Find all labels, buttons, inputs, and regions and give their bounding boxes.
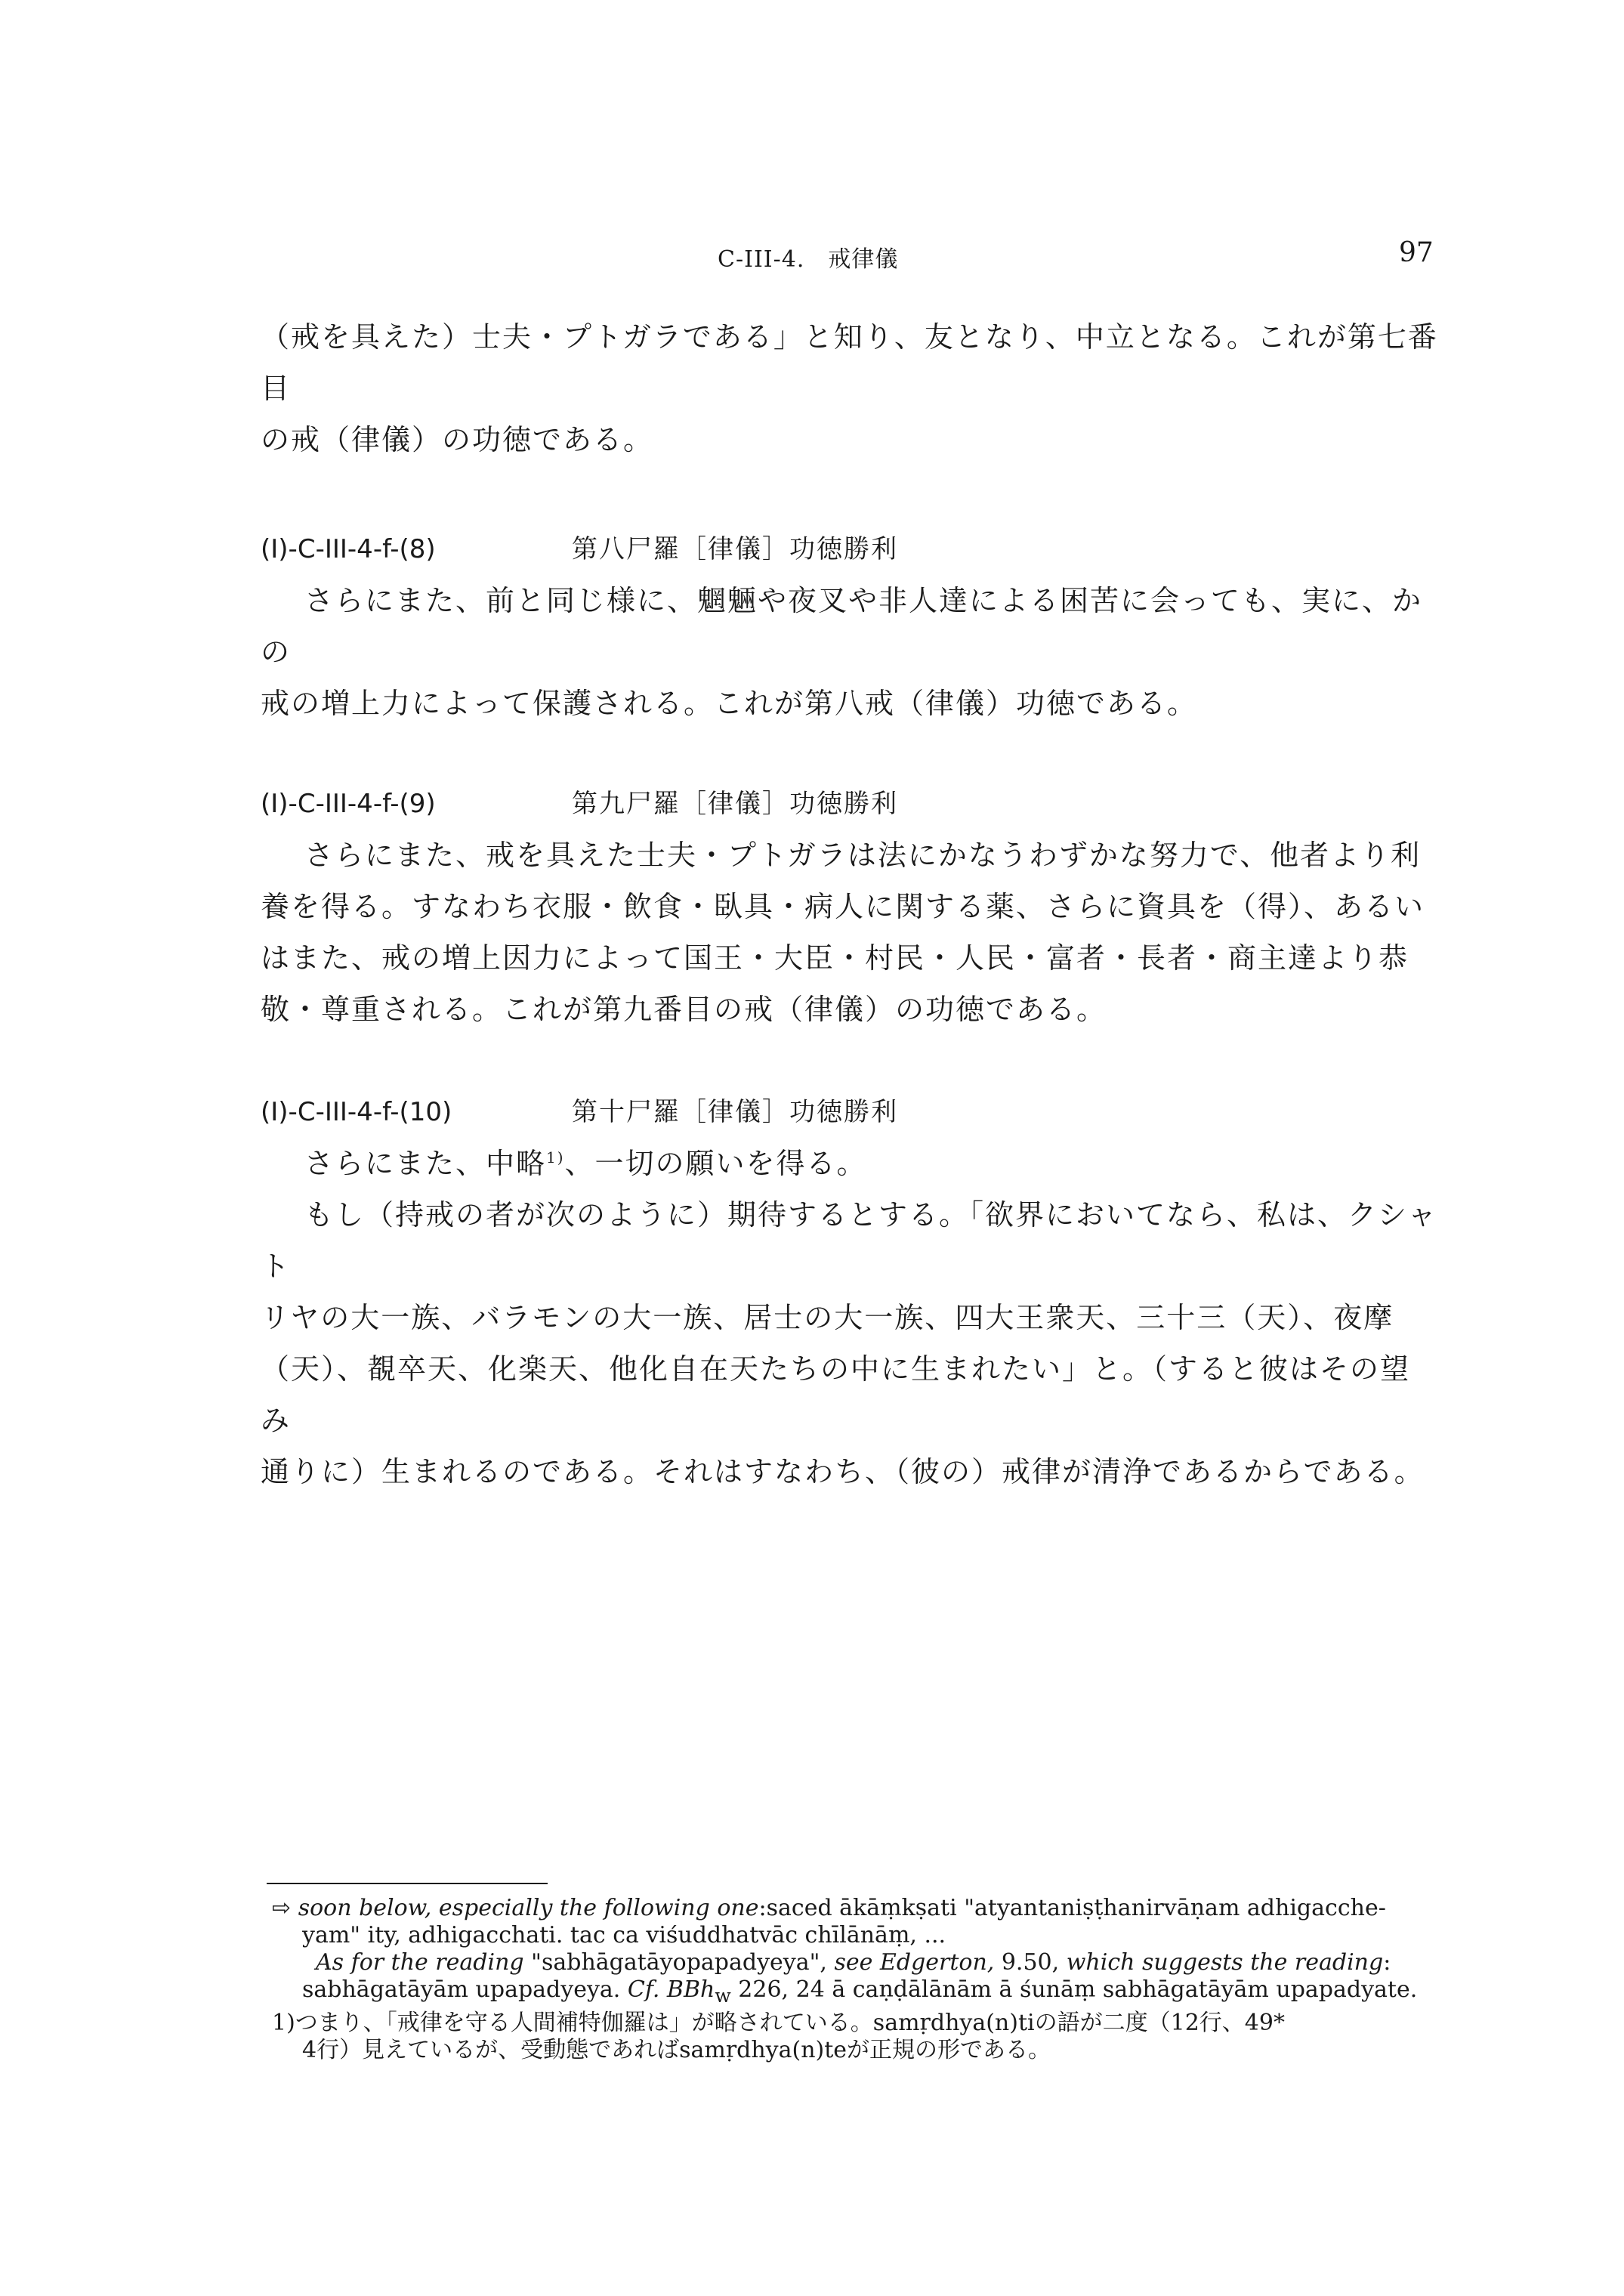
intro-line: （戒を具えた）士夫・プトガラである」と知り、友となり、中立となる。これが第七番目 bbox=[261, 320, 1438, 405]
page-number: 97 bbox=[1399, 237, 1434, 268]
text-run: see Edgerton, bbox=[834, 1949, 995, 1976]
body-line: 通りに）生まれるのである。それはすなわち、（彼の）戒律が清浄であるからである。 bbox=[261, 1455, 1425, 1488]
body-line: 戒の増上力によって保護される。これが第八戒（律儀）功徳である。 bbox=[261, 687, 1198, 720]
text-run: :saced ākāṃkṣati "atyantaniṣṭhanirvāṇam adhigacche- bbox=[758, 1895, 1386, 1921]
body-line: 養を得る。すなわち衣服・飲食・臥具・病人に関する薬、さらに資具を（得）、あるい bbox=[261, 890, 1425, 923]
footnote-reading bbox=[272, 1949, 1439, 2010]
section-8 bbox=[261, 524, 1439, 729]
text-run: "sabhāgatāyopapadyeya", bbox=[523, 1949, 835, 1976]
section-10 bbox=[261, 1086, 1439, 1497]
intro-line: の戒（律儀）の功徳である。 bbox=[261, 423, 654, 456]
section-code: (I)-C-III-4-f-(10) bbox=[261, 1097, 452, 1127]
subscript: w bbox=[715, 1985, 731, 2007]
text-run: 、一切の願いを得る。 bbox=[564, 1147, 867, 1180]
text-run: 226, 24 ā caṇḍālānām ā śunāṃ sabhāgatāyām upapadyate. bbox=[730, 1976, 1418, 2003]
arrow-right-icon: ⇨ bbox=[272, 1895, 292, 1921]
text-run: which suggests the reading bbox=[1066, 1949, 1384, 1976]
intro-paragraph bbox=[261, 311, 1439, 465]
text-run: 9.50, bbox=[994, 1949, 1067, 1976]
section-title: 第十尸羅［律儀］功徳勝利 bbox=[572, 1097, 898, 1127]
body-line: 敬・尊重される。これが第九番目の戒（律儀）の功徳である。 bbox=[261, 993, 1107, 1026]
section-heading bbox=[261, 524, 1439, 575]
footnote-ref[interactable]: 1) bbox=[546, 1148, 565, 1167]
footnote-1 bbox=[272, 2010, 1439, 2037]
body-line: はまた、戒の増上因力によって国王・大臣・村民・人民・富者・長者・商主達より恭 bbox=[261, 941, 1409, 975]
text-run: soon below, especially the following one bbox=[298, 1895, 759, 1921]
text-run: つまり、「戒律を守る人間補特伽羅は」が略されている。samṛdhya(n)tiの語が二度（12行、49* bbox=[295, 2010, 1285, 2036]
section-heading bbox=[261, 778, 1439, 830]
text-run: As for the reading bbox=[316, 1949, 524, 1976]
body-line: もし（持戒の者が次のように）期待するとする。「欲界においてなら、私は、クシャト bbox=[261, 1198, 1438, 1283]
footnote-continuation bbox=[272, 1895, 1439, 1922]
text-run: : sabhāgatāyām upapadyeya. bbox=[302, 1949, 1391, 2003]
body-line: （天）、覩卒天、化楽天、他化自在天たちの中に生まれたい」と。（すると彼はその望み bbox=[261, 1352, 1411, 1437]
section-code: (I)-C-III-4-f-(8) bbox=[261, 534, 436, 564]
section-title: 第九尸羅［律儀］功徳勝利 bbox=[572, 789, 898, 819]
body-line bbox=[261, 1138, 1439, 1189]
body-line: さらにまた、戒を具えた士夫・プトガラは法にかなうわずかな努力で、他者より利 bbox=[304, 839, 1422, 872]
footnotes bbox=[272, 1895, 1439, 2064]
footnote-continuation-line: yam" ity, adhigacchati. tac ca viśuddhatvāc chīlānāṃ, ... bbox=[302, 1922, 946, 1948]
section-heading bbox=[261, 1086, 1439, 1138]
footnote-1-line-2: 4行）見えているが、受動態であればsamṛdhya(n)teが正規の形である。 bbox=[302, 2037, 1051, 2063]
section-code: (I)-C-III-4-f-(9) bbox=[261, 789, 436, 819]
section-title: 第八尸羅［律儀］功徳勝利 bbox=[572, 534, 898, 564]
footnote-rule bbox=[267, 1883, 548, 1884]
running-header: C-III-4. 戒律儀 bbox=[718, 246, 899, 273]
section-9 bbox=[261, 778, 1439, 1035]
footnote-number: 1) bbox=[272, 2010, 295, 2036]
text-run: Cf. BBh bbox=[627, 1976, 715, 2003]
text-run: さらにまた、中略 bbox=[304, 1147, 547, 1180]
body-line: さらにまた、前と同じ様に、魍魎や夜叉や非人達による困苦に会っても、実に、かの bbox=[261, 584, 1423, 669]
body-line: リヤの大一族、バラモンの大一族、居士の大一族、四大王衆天、三十三（天）、夜摩 bbox=[261, 1301, 1394, 1334]
